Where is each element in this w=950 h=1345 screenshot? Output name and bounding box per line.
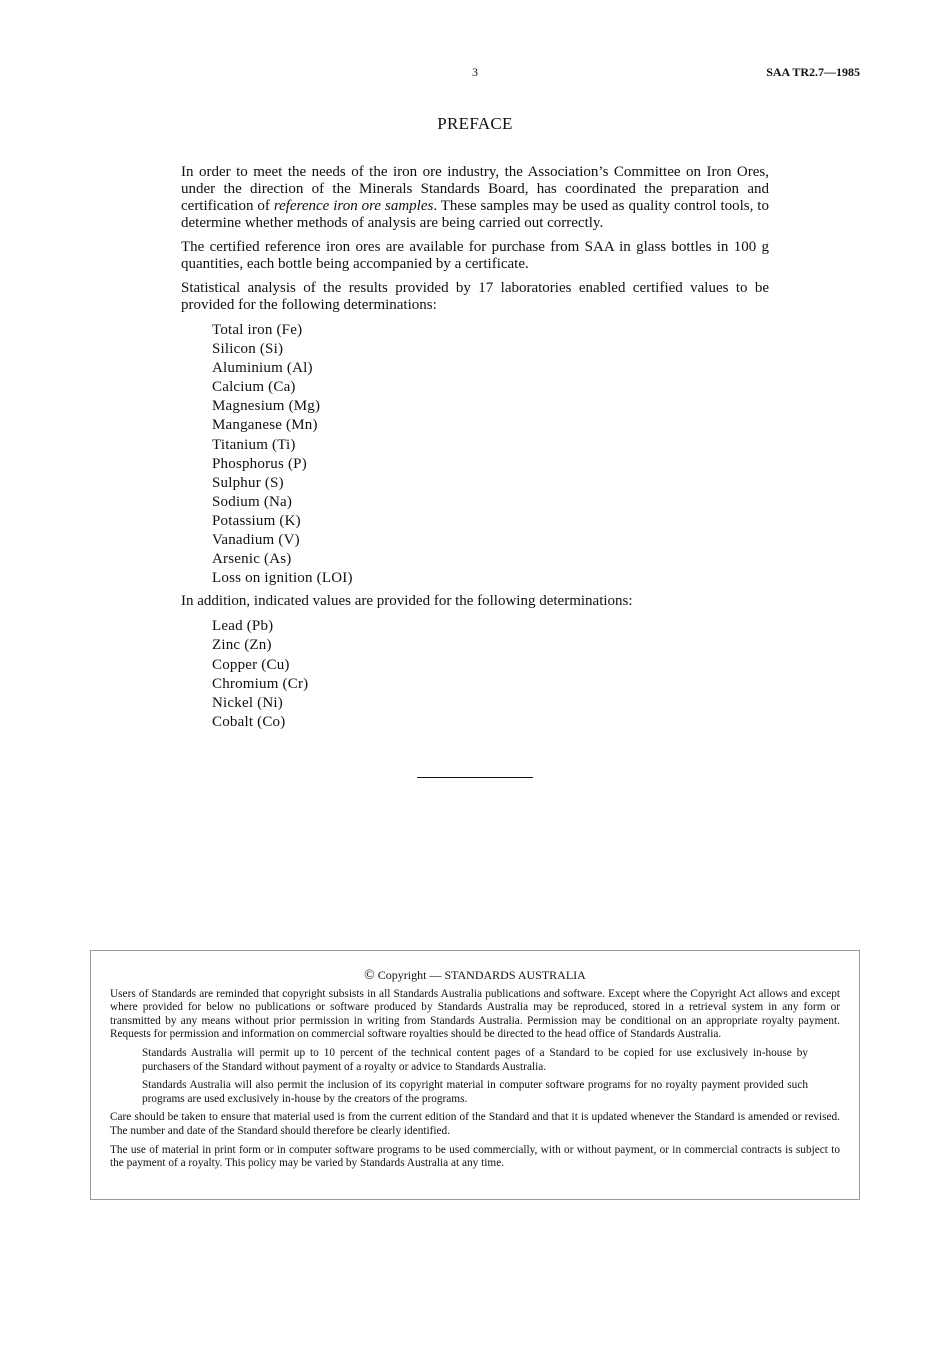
availability-paragraph: The certified reference iron ores are available for purchase from SAA in glass bottles in 100 g quantities, each bottle being accompanied by a certificate. bbox=[181, 239, 769, 272]
preface-body bbox=[181, 164, 769, 737]
intro-text-part2: . These samples may be used as quality control tools, to determine whether methods of analysis are being carried out correctly. bbox=[181, 198, 769, 231]
copyright-paragraph: Users of Standards are reminded that copyright subsists in all Standards Australia publications and software. Except where the Copyright Act allows and except where provided for below no publications or software produced by Standards Australia may be reproduced, stored in a retrieval system in any form or transmitted by any means without prior permission in writing from Standards Australia. Permission may be conditional on an appropriate royalty payment. Requests for permission and information on commercial software royalties should be directed to the head office of Standards Australia. bbox=[110, 987, 840, 1041]
list-item: Aluminium (Al) bbox=[212, 360, 313, 377]
copyright-paragraph: The use of material in print form or in computer software programs to be used commercially, with or without payment, or in commercial contracts is subject to the payment of a royalty. This policy may be varied by Standards Australia at any time. bbox=[110, 1143, 840, 1170]
intro-paragraph bbox=[181, 164, 769, 232]
intro-text-part1: In order to meet the needs of the iron ore industry, the Association’s Committee on Iron Ores, under the direction of the Minerals Standards Board, has coordinated the preparation and certification of bbox=[181, 164, 769, 214]
indicated-determinations-list bbox=[212, 617, 769, 732]
certified-determinations-list bbox=[212, 321, 769, 588]
copyright-heading-text: Copyright — STANDARDS AUSTRALIA bbox=[377, 968, 586, 982]
list-item: Phosphorus (P) bbox=[212, 455, 307, 472]
page-number: 3 bbox=[472, 65, 478, 79]
list-item: Chromium (Cr) bbox=[212, 675, 309, 692]
copyright-paragraph: Standards Australia will permit up to 10 percent of the technical content pages of a Standard to be copied for use exclusively in-house by purchasers of the Standard without payment of a royalty or advice to Standards Australia. bbox=[142, 1046, 808, 1073]
list-item: Total iron (Fe) bbox=[212, 322, 303, 338]
page-title: PREFACE bbox=[437, 114, 513, 133]
list-item: Sodium (Na) bbox=[212, 493, 293, 510]
copyright-symbol-icon: © bbox=[364, 968, 375, 983]
statistical-paragraph: Statistical analysis of the results provided by 17 laboratories enabled certified values to be provided for the following determinations: bbox=[181, 280, 769, 313]
list-item: Nickel (Ni) bbox=[212, 694, 283, 711]
list-item: Magnesium (Mg) bbox=[212, 398, 321, 415]
document-id: SAA TR2.7—1985 bbox=[766, 65, 860, 79]
list-item: Lead (Pb) bbox=[212, 618, 274, 635]
list-item: Sulphur (S) bbox=[212, 474, 284, 491]
intro-emphasis: reference iron ore samples bbox=[273, 198, 434, 214]
copyright-paragraph: Standards Australia will also permit the inclusion of its copyright material in computer software programs for no royalty payment provided such programs are used exclusively in-house by the creators of the programs. bbox=[142, 1079, 808, 1105]
list-item: Potassium (K) bbox=[212, 512, 301, 529]
list-item: Titanium (Ti) bbox=[212, 436, 296, 453]
copyright-paragraph: Care should be taken to ensure that material used is from the current edition of the Standard and that it is updated whenever the Standard is amended or revised. The number and date of the Standard should therefore be clearly identified. bbox=[110, 1111, 840, 1137]
section-divider bbox=[417, 777, 533, 778]
list-item: Cobalt (Co) bbox=[212, 713, 286, 730]
copyright-heading bbox=[110, 969, 840, 983]
list-item: Loss on ignition (LOI) bbox=[212, 570, 353, 587]
list-item: Zinc (Zn) bbox=[212, 637, 272, 654]
list-item: Arsenic (As) bbox=[212, 551, 292, 568]
list-item: Manganese (Mn) bbox=[212, 417, 318, 434]
list-item: Silicon (Si) bbox=[212, 341, 284, 358]
list-item: Calcium (Ca) bbox=[212, 379, 296, 396]
list-item: Copper (Cu) bbox=[212, 656, 290, 673]
copyright-notice-box bbox=[90, 950, 860, 1200]
indicated-paragraph: In addition, indicated values are provided for the following determinations: bbox=[181, 593, 633, 610]
list-item: Vanadium (V) bbox=[212, 532, 300, 549]
